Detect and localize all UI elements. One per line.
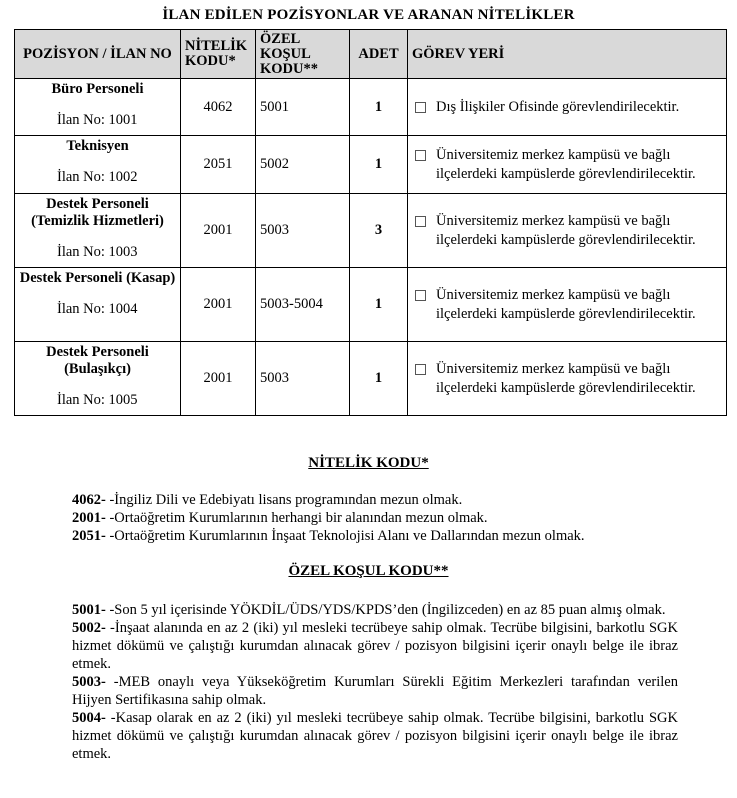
nitelik-heading: NİTELİK KODU* — [308, 455, 429, 471]
table-row — [15, 342, 727, 416]
table-row — [15, 194, 727, 268]
ozel-code-label: 5001- — [72, 602, 106, 618]
header-ozel: ÖZEL KOŞUL KODU** — [256, 30, 350, 79]
list-item — [72, 673, 678, 709]
list-item — [72, 709, 678, 763]
nitelik-list — [72, 491, 678, 545]
header-gorev: GÖREV YERİ — [408, 30, 727, 79]
positions-table — [14, 29, 727, 416]
table-row — [15, 268, 727, 342]
ozel-code: 5002 — [256, 136, 350, 194]
nitelik-code-label: 2051- — [72, 528, 106, 544]
gorev-text: Dış İlişkiler Ofisinde görevlendirilecektir. — [436, 98, 680, 115]
position-title: Destek Personeli (Bulaşıkçı) — [46, 344, 149, 377]
nitelik-code-label: 4062- — [72, 492, 106, 508]
list-item — [72, 509, 678, 527]
ozel-code-label: 5002- — [72, 620, 106, 636]
position-title: Büro Personeli — [51, 81, 144, 97]
checkbox-icon — [415, 102, 426, 113]
position-cell — [15, 136, 181, 194]
ilan-no: İlan No: 1004 — [57, 301, 138, 317]
gorev-cell — [408, 342, 727, 416]
adet-value: 1 — [350, 268, 408, 342]
adet-value: 1 — [350, 79, 408, 136]
position-cell — [15, 268, 181, 342]
header-position: POZİSYON / İLAN NO — [15, 30, 181, 79]
ozel-description: -Son 5 yıl içerisinde YÖKDİL/ÜDS/YDS/KPDS’den (İngilizceden) en az 85 puan almış olmak. — [105, 602, 666, 618]
table-row — [15, 79, 727, 136]
nitelik-code: 2001 — [181, 268, 256, 342]
gorev-cell — [408, 194, 727, 268]
ozel-code-label: 5004- — [72, 710, 106, 726]
header-nitelik: NİTELİK KODU* — [181, 30, 256, 79]
gorev-text: Üniversitemiz merkez kampüsü ve bağlı ilçelerdeki kampüslerde görevlendirilecektir. — [436, 212, 696, 248]
list-item — [72, 491, 678, 509]
nitelik-code: 2051 — [181, 136, 256, 194]
gorev-cell — [408, 268, 727, 342]
page-title: İLAN EDİLEN POZİSYONLAR VE ARANAN NİTELİKLER — [162, 7, 575, 23]
ozel-heading: ÖZEL KOŞUL KODU** — [288, 563, 449, 579]
gorev-text: Üniversitemiz merkez kampüsü ve bağlı ilçelerdeki kampüslerde görevlendirilecektir. — [436, 360, 696, 396]
gorev-text: Üniversitemiz merkez kampüsü ve bağlı ilçelerdeki kampüslerde görevlendirilecektir. — [436, 286, 696, 322]
ozel-code: 5003-5004 — [256, 268, 350, 342]
position-title: Teknisyen — [66, 138, 129, 154]
ilan-no: İlan No: 1001 — [57, 112, 138, 128]
position-title: Destek Personeli (Temizlik Hizmetleri) — [31, 196, 164, 229]
adet-value: 1 — [350, 136, 408, 194]
adet-value: 3 — [350, 194, 408, 268]
nitelik-code-label: 2001- — [72, 510, 106, 526]
ozel-code: 5003 — [256, 342, 350, 416]
gorev-text: Üniversitemiz merkez kampüsü ve bağlı ilçelerdeki kampüslerde görevlendirilecektir. — [436, 146, 696, 182]
checkbox-icon — [415, 290, 426, 301]
table-row — [15, 136, 727, 194]
ozel-description: -Kasap olarak en az 2 (iki) yıl mesleki tecrübeye sahip olmak. Tecrübe bilgisini, barkotlu SGK hizmet dökümü ve çalıştığı kurumdan alınacak görev / pozisyon bilgisini içerir onaylı belge ile ibraz etmek. — [72, 710, 678, 762]
nitelik-description: -Ortaöğretim Kurumlarının herhangi bir alanından mezun olmak. — [105, 510, 488, 526]
list-item — [72, 527, 678, 545]
nitelik-description: -İngiliz Dili ve Edebiyatı lisans programından mezun olmak. — [105, 492, 463, 508]
header-adet: ADET — [350, 30, 408, 79]
ozel-list — [72, 601, 678, 763]
nitelik-code: 4062 — [181, 79, 256, 136]
position-cell — [15, 342, 181, 416]
position-cell — [15, 79, 181, 136]
gorev-cell — [408, 136, 727, 194]
ozel-description: -İnşaat alanında en az 2 (iki) yıl mesleki tecrübeye sahip olmak. Tecrübe bilgisini, barkotlu SGK hizmet dökümü ve çalıştığı kurumdan alınacak görev / pozisyon bilgisini içerir onaylı belge ile ibraz etmek. — [72, 620, 678, 672]
list-item — [72, 601, 678, 619]
table-header-row — [15, 30, 727, 79]
ozel-code: 5003 — [256, 194, 350, 268]
checkbox-icon — [415, 364, 426, 375]
ilan-no: İlan No: 1005 — [57, 392, 138, 408]
nitelik-code: 2001 — [181, 194, 256, 268]
position-title: Destek Personeli (Kasap) — [19, 270, 176, 286]
gorev-cell — [408, 79, 727, 136]
ilan-no: İlan No: 1003 — [57, 244, 138, 260]
nitelik-description: -Ortaöğretim Kurumlarının İnşaat Teknolojisi Alanı ve Dallarından mezun olmak. — [105, 528, 585, 544]
ozel-description: -MEB onaylı veya Yükseköğretim Kurumları Sürekli Eğitim Merkezleri tarafından verilen Hijyen Sertifikasına sahip olmak. — [72, 674, 678, 708]
ilan-no: İlan No: 1002 — [57, 169, 138, 185]
ozel-code-label: 5003- — [72, 674, 106, 690]
list-item — [72, 619, 678, 673]
ozel-code: 5001 — [256, 79, 350, 136]
position-cell — [15, 194, 181, 268]
checkbox-icon — [415, 150, 426, 161]
adet-value: 1 — [350, 342, 408, 416]
nitelik-code: 2001 — [181, 342, 256, 416]
checkbox-icon — [415, 216, 426, 227]
